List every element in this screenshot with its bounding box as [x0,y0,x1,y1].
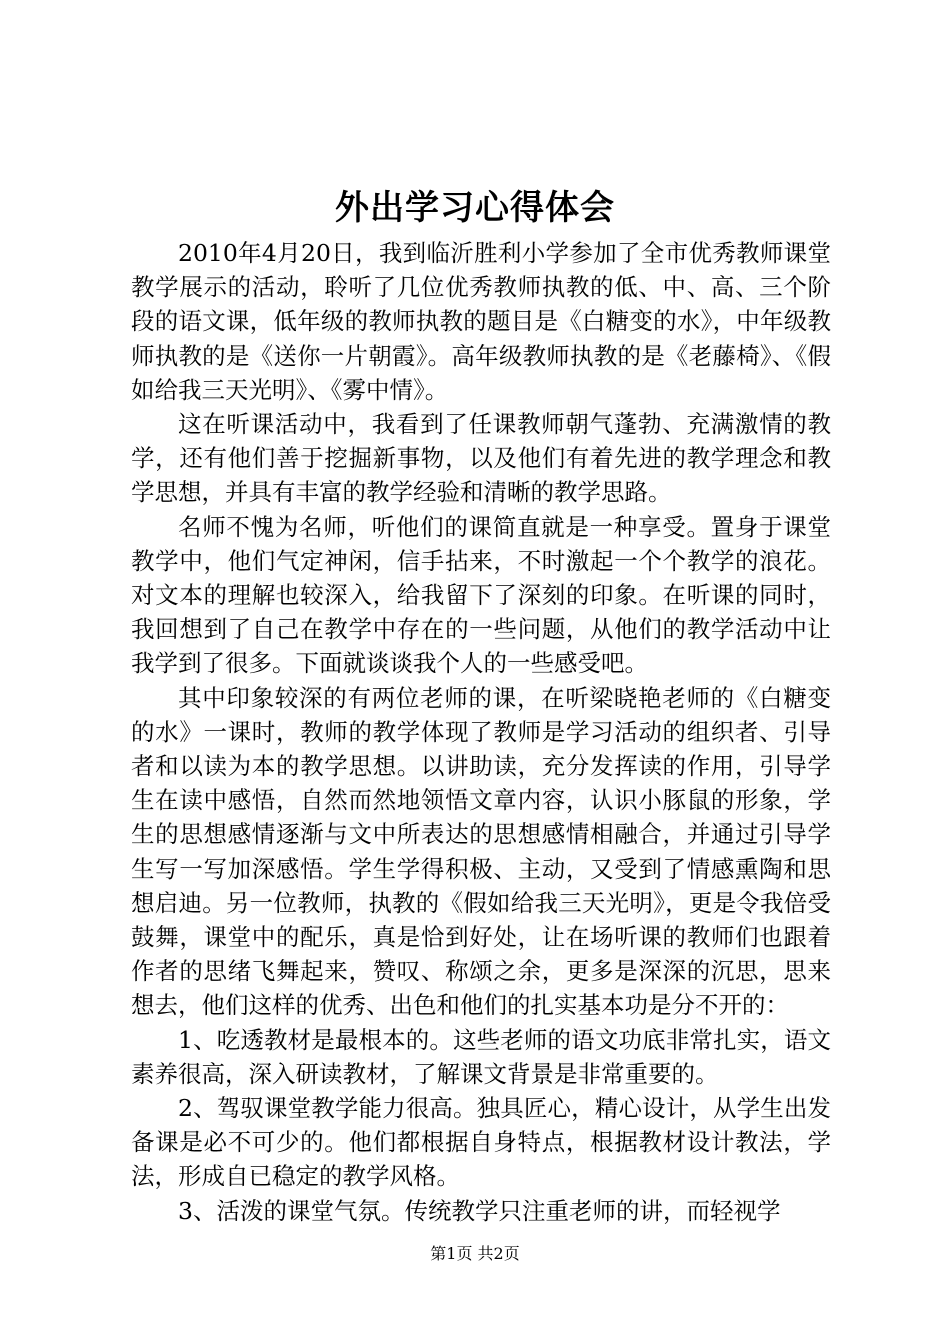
list-item: 1、吃透教材是最根本的。这些老师的语文功底非常扎实，语文素养很高，深入研读教材，了解课文背景是非常重要的。 [131,1025,831,1088]
paragraph: 2010年4月20日，我到临沂胜利小学参加了全市优秀教师课堂教学展示的活动，聆听了几位优秀教师执教的低、中、高、三个阶段的语文课，低年级的教师执教的题目是《白糖变的水》，中年级教师执教的是《送你一片朝霞》。高年级教师执教的是《老藤椅》、《假如给我三天光明》、《雾中情》。 [131,239,831,404]
paragraph: 名师不愧为名师，听他们的课简直就是一种享受。置身于课堂教学中，他们气定神闲，信手拈来，不时激起一个个教学的浪花。对文本的理解也较深入，给我留下了深刻的印象。在听课的同时，我回想到了自己在教学中存在的一些问题，从他们的教学活动中让我学到了很多。下面就谈谈我个人的一些感受吧。 [131,512,831,678]
paragraph: 这在听课活动中，我看到了任课教师朝气蓬勃、充满激情的教学，还有他们善于挖掘新事物，以及他们有着先进的教学理念和教学思想，并具有丰富的教学经验和清晰的教学思路。 [131,410,831,507]
paragraph: 其中印象较深的有两位老师的课，在听梁晓艳老师的《白糖变的水》一课时，教师的教学体现了教师是学习活动的组织者、引导者和以读为本的教学思想。以讲助读，充分发挥读的作用，引导学生在读中感悟，自然而然地领悟文章内容，认识小豚鼠的形象，学生的思想感情逐渐与文中所表达的思想感情相融合，并通过引导学生写一写加深感悟。学生学得积极、主动，又受到了情感熏陶和思想启迪。另一位教师，执教的《假如给我三天光明》，更是令我倍受鼓舞，课堂中的配乐，真是恰到好处，让在场听课的教师们也跟着作者的思绪飞舞起来，赞叹、称颂之余，更多是深深的沉思，思来想去，他们这样的优秀、出色和他们的扎实基本功是分不开的： [131,683,831,1020]
list-item: 3、活泼的课堂气氛。传统教学只注重老师的讲，而轻视学 [178,1196,781,1225]
list-item: 2、驾驭课堂教学能力很高。独具匠心，精心设计，从学生出发备课是必不可少的。他们都根据自身特点，根据教材设计教法，学法，形成自已稳定的教学风格。 [131,1094,831,1191]
document-body [131,236,831,1228]
document-title: 外出学习心得体会 [335,188,615,228]
page-number-footer: 第1页 共2页 [430,1244,520,1263]
